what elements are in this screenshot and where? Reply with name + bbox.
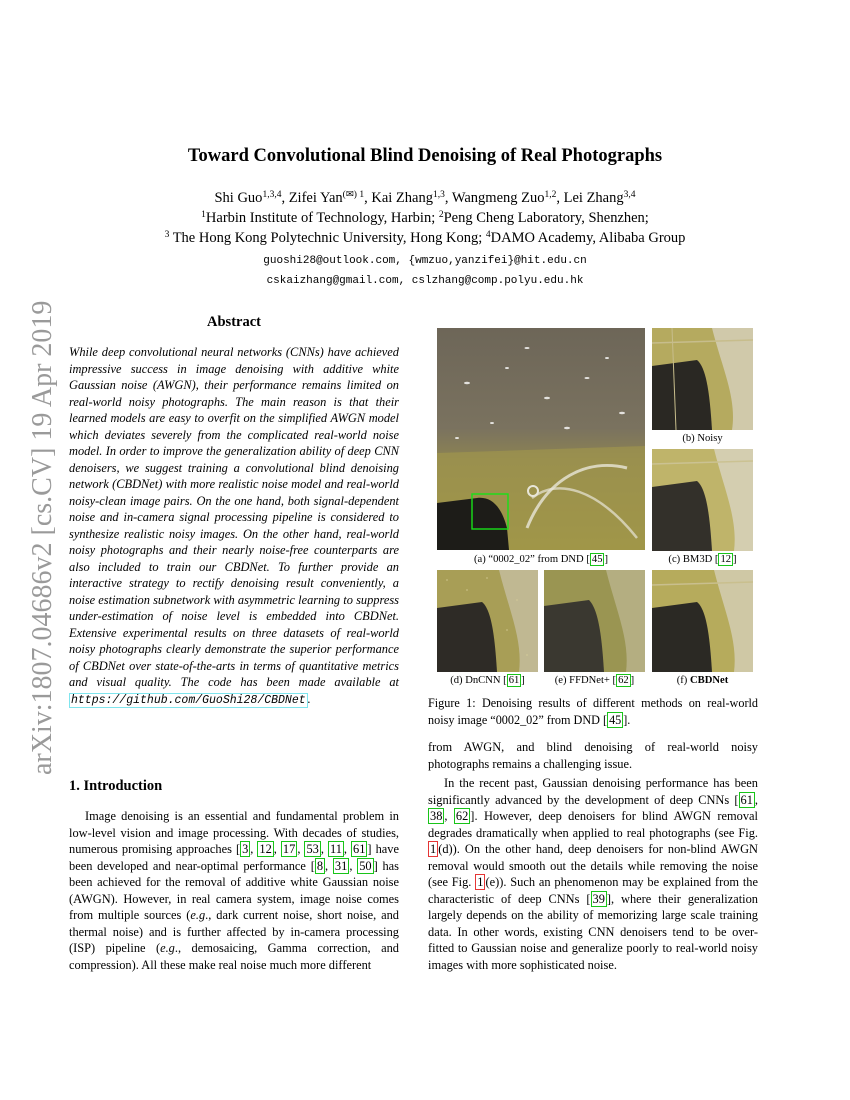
citation-link[interactable]: 61 [508, 675, 520, 686]
figure-image-c [652, 449, 753, 551]
affiliation: DAMO Academy, Alibaba Group [490, 230, 686, 246]
citation-link[interactable]: 11 [329, 842, 342, 856]
citation-link[interactable]: 61 [740, 792, 753, 807]
subcaption-d: (d) DnCNN [ 61 ] [450, 675, 525, 686]
citation-link[interactable]: 31 [334, 858, 348, 873]
section-heading: 1. Introduction [69, 778, 163, 794]
citation-link[interactable]: 45 [609, 712, 622, 727]
subcaption-f: (f) CBDNet [676, 675, 729, 686]
figure-image-b [652, 328, 753, 430]
abstract-end: . [307, 691, 311, 706]
arxiv-stamp [6, 290, 66, 780]
subcaption-e: (e) FFDNet+ [ 62 ] [554, 675, 635, 686]
intro-continuation: from AWGN, and blind denoising of real-world noisy photographs remains a challenging issue. [428, 740, 758, 771]
author-name: Shi Guo [214, 190, 263, 206]
arxiv-id: arXiv:1807.04686v2 [cs.CV] 19 Apr 2019 [27, 300, 58, 775]
citation-link[interactable]: 45 [591, 554, 603, 565]
intro-paragraph: Image denoising is an essential and fundamental problem in low-level vision and image processing. With decades of studies, numerous promising approaches [ 3 , 12 , 17 , 53 , 11 , 61 ] have been developed and near-optimal performance [ 8 , 31 , 50 ] has been achieved for the removal of additive white Gaussian noise (AWGN). However, in real camera system, image noise comes from multiple sources (e.g., dark current noise, short noise, and thermal noise) and is further affected by in-camera processing (ISP) pipeline (e.g., demosaicing, Gamma correction, and compression). All these make real noise much more different [69, 809, 400, 972]
abstract-body: While deep convolutional neural networks (CNNs) have achieved impressive success in image denoising with additive white Gaussian noise (AWGN), their performance remains limited on real-world noisy photographs. The main reason is that their learned models are easy to overfit on the simplified AWGN model which deviates severely from the complicated real-world noise model. In order to improve the generalization ability of deep CNN denoisers, we suggest training a convolutional blind denoising network (CBDNet) with more realistic noise model and real-world noisy-clean image pairs. On the one hand, both signal-dependent noise and in-camera signal processing pipeline is considered to synthesize realistic noisy images. On the other hand, real-world noisy photographs and their nearly noise-free counterparts are also included to train our CBDNet. To further provide an interactive strategy to rectify denoising result conveniently, a noise estimation subnetwork with asymmetric learning to suppress under-estimation of noise level is embedded into CBDNet. Extensive experimental results on three datasets of real-world noisy photographs clearly demonstrate the superior performance of CBDNet over state-of-the-arts in terms of quantitative metrics and visual quality. The code has been made available at [69, 345, 399, 689]
citation-link[interactable]: 39 [592, 891, 605, 906]
figure-image-d [437, 570, 538, 672]
author-name: Wangmeng Zuo [451, 190, 545, 206]
author-sup: 3,4 [623, 190, 636, 200]
author-name: Lei Zhang [563, 190, 624, 206]
author-block [0, 188, 850, 248]
figure-image-e [544, 570, 645, 672]
abstract-text [69, 344, 399, 709]
affiliation: The Hong Kong Polytechnic University, Hong Kong; [169, 230, 486, 246]
author-name: Zifei Yan [288, 190, 343, 206]
citation-link[interactable]: 12 [259, 842, 272, 856]
aff-sup: 1 [201, 210, 206, 220]
citation-link[interactable]: 17 [282, 842, 296, 856]
citation-link[interactable]: 62 [618, 675, 629, 686]
figure-caption: Figure 1: Denoising results of different methods on real-world noisy image “0002_02” from DND [ 45 ]. [428, 696, 758, 727]
citation-link[interactable]: 3 [242, 842, 249, 856]
citation-link[interactable]: 50 [359, 858, 372, 873]
figure-image-a [437, 328, 645, 550]
figure-link[interactable]: 1 [477, 875, 484, 889]
citation-link[interactable]: 53 [306, 842, 319, 856]
aff-sup: 3 [164, 230, 170, 240]
paper-title: Toward Convolutional Blind Denoising of Real Photographs [187, 146, 663, 166]
code-link[interactable]: https://github.com/GuoShi28/CBDNet [71, 693, 306, 707]
citation-link[interactable]: 8 [316, 858, 324, 873]
citation-link[interactable]: 38 [430, 809, 443, 823]
email-line: cskaizhang@gmail.com, cslzhang@comp.polyu.edu.hk [266, 275, 584, 287]
author-sup: 1,3,4 [262, 190, 282, 200]
author-line: Shi Guo$^{1,3,4}$, Zifei Yan$^{(✉) 1}$, Kai Zhang$^{1,3}$, Wangmeng Zuo$^{1,2}$, Lei Zhang$^{3,4}$ [214, 190, 636, 206]
author-name: Kai Zhang [371, 190, 433, 206]
affiliation: Peng Cheng Laboratory, Shenzhen; [443, 210, 649, 226]
figure-link[interactable]: 1 [430, 842, 437, 856]
subcaption-c: (c) BM3D [ 12 ] [668, 554, 737, 565]
subcaption-a: (a) “0002_02” from DND [ 45 ] [473, 554, 609, 565]
subcaption-b: (b) Noisy [682, 433, 723, 444]
affiliation-line [0, 208, 850, 228]
affiliation-line [0, 228, 850, 248]
citation-link[interactable]: 62 [455, 809, 469, 823]
intro-paragraph-2: In the recent past, Gaussian denoising performance has been significantly advanced by the development of deep CNNs [ 61 , 38 , 62 ]. However, deep denoisers for blind AWGN removal degrades dramatically when applied to real photographs (see Fig. 1 (d)). On the other hand, deep denoisers for non-blind AWGN removal would smooth out the details while removing the noise (see Fig. 1 (e)). Such an phenomenon may be explained from the characteristic of deep CNNs [ 39 ], where their generalization largely depends on the ability of memorizing large scale training data. In other words, existing CNN denoisers tend to be over-fitted to Gaussian noise and generalize poorly to real-world noisy images with more sophisticated noise. [428, 776, 758, 972]
author-sup: 1,3 [432, 190, 445, 200]
aff-sup: 2 [438, 210, 444, 220]
citation-link[interactable]: 12 [720, 554, 732, 565]
aff-sup: 4 [485, 230, 491, 240]
abstract-heading: Abstract [207, 314, 261, 330]
author-sup: 1,2 [544, 190, 557, 200]
email-line: guoshi28@outlook.com, {wmzuo,yanzifei}@hit.edu.cn [263, 255, 587, 267]
author-sup: (✉) 1 [342, 190, 365, 200]
figure-image-f [652, 570, 753, 672]
affiliation: Harbin Institute of Technology, Harbin; [205, 210, 439, 226]
citation-link[interactable]: 61 [353, 842, 366, 856]
